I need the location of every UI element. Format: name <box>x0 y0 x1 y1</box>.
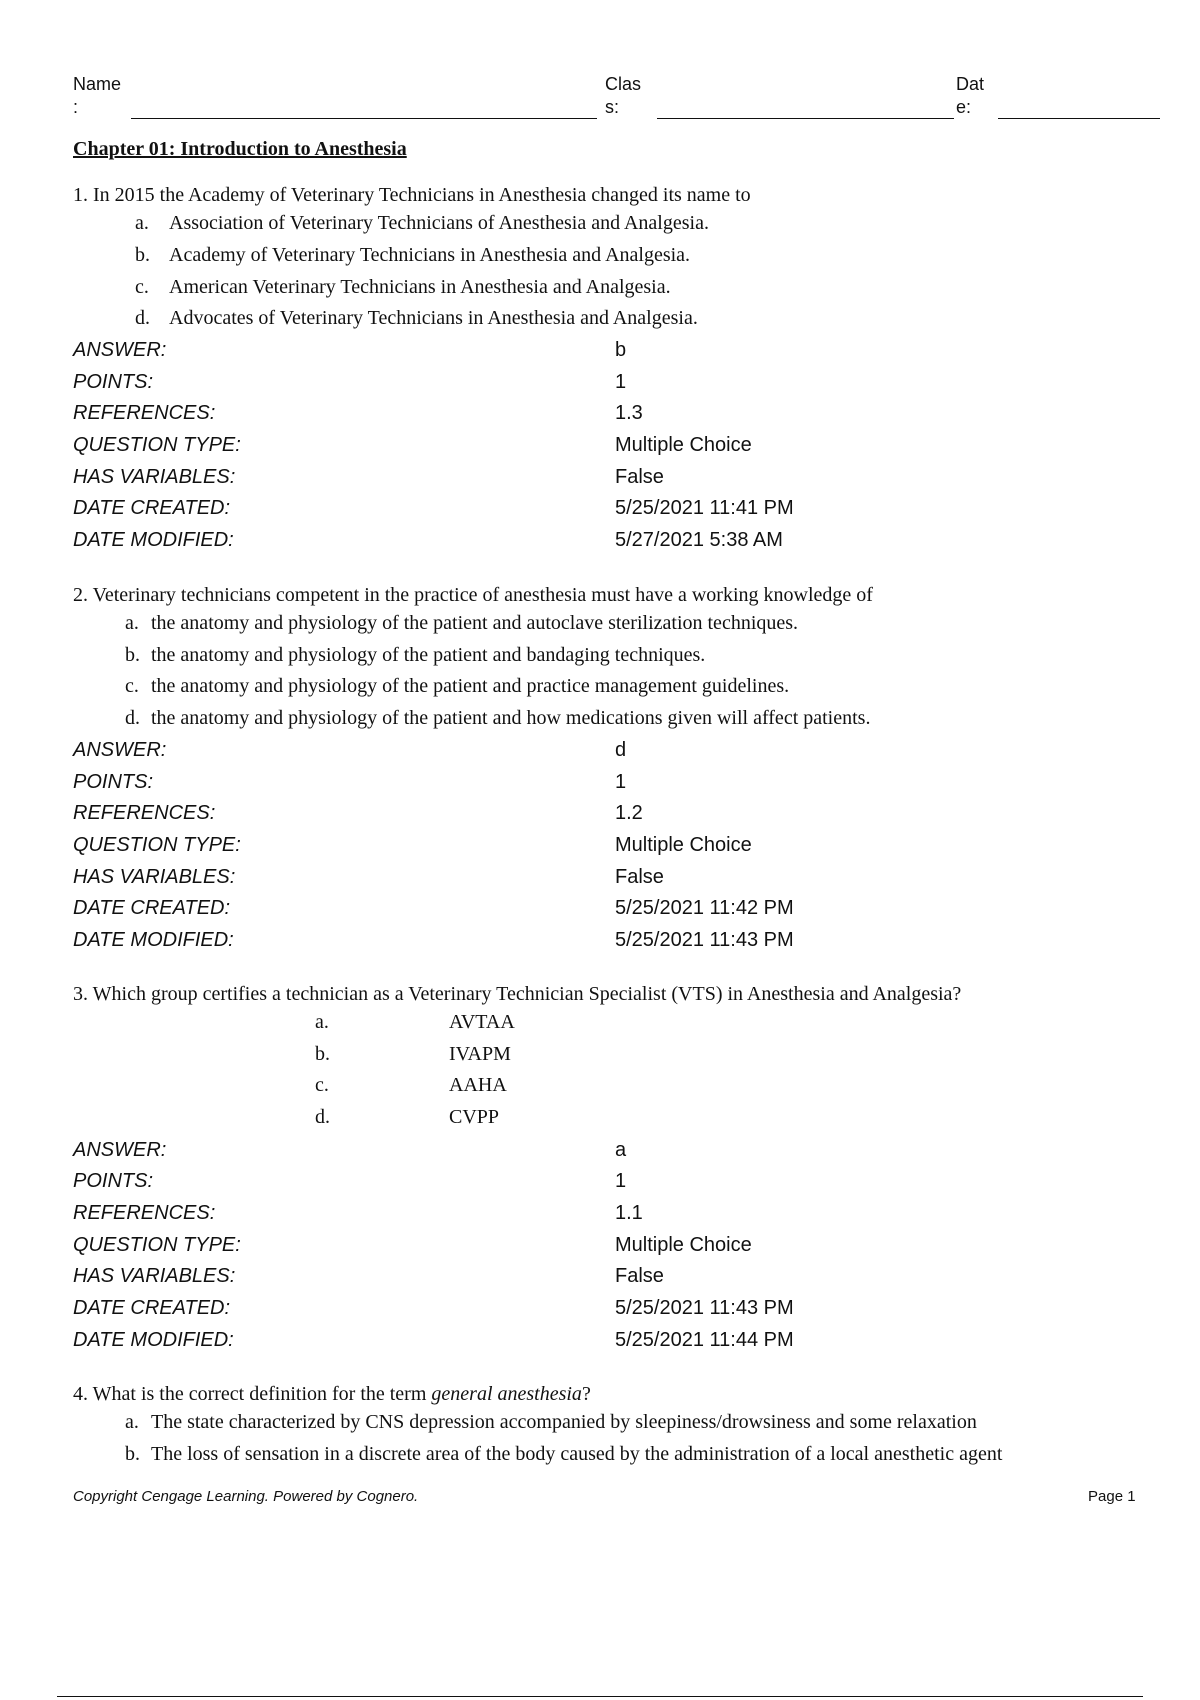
answer-label: ANSWER: <box>73 1139 167 1161</box>
date-modified-value: 5/25/2021 11:43 PM <box>615 929 794 951</box>
option-letter: c. <box>135 276 149 298</box>
option-letter: a. <box>125 612 139 634</box>
answer-value: d <box>615 739 627 761</box>
option-text: American Veterinary Technicians in Anesthesia and Analgesia. <box>169 276 671 298</box>
question-type-value: Multiple Choice <box>615 834 752 856</box>
option-text: the anatomy and physiology of the patient and bandaging techniques. <box>151 644 706 666</box>
question-type-value: Multiple Choice <box>615 434 752 456</box>
references-value: 1.3 <box>615 402 643 424</box>
page-bottom-rule <box>57 1696 1143 1697</box>
has-variables-value: False <box>615 1265 664 1287</box>
option-letter: a. <box>125 1411 139 1433</box>
question-2-option-c <box>125 675 789 698</box>
copyright-notice: Copyright Cengage Learning. Powered by Cognero. <box>73 1488 419 1505</box>
class-label-bottom: s: <box>605 97 620 117</box>
option-text: AAHA <box>449 1074 507 1096</box>
points-label: POINTS: <box>73 1170 154 1192</box>
answer-value: b <box>615 339 627 361</box>
question-type-label: QUESTION TYPE: <box>73 1234 241 1256</box>
date-field-line[interactable] <box>998 118 1160 119</box>
points-value: 1 <box>615 771 627 793</box>
chapter-title: Chapter 01: Introduction to Anesthesia <box>73 138 407 160</box>
question-type-value: Multiple Choice <box>615 1234 752 1256</box>
question-1-option-b <box>135 244 690 267</box>
question-type-label: QUESTION TYPE: <box>73 434 241 456</box>
option-letter: b. <box>125 1443 140 1465</box>
option-text: the anatomy and physiology of the patient and how medications given will affect patients. <box>151 707 871 729</box>
name-label <box>73 73 121 119</box>
references-value: 1.2 <box>615 802 643 824</box>
date-label-top: Dat <box>956 74 985 94</box>
class-label-top: Clas <box>605 74 642 94</box>
answer-label: ANSWER: <box>73 339 167 361</box>
name-label-bottom: : <box>73 97 79 117</box>
option-letter: b. <box>135 244 150 266</box>
question-4-option-a <box>125 1411 977 1434</box>
references-label: REFERENCES: <box>73 1202 216 1224</box>
option-text: The state characterized by CNS depression accompanied by sleepiness/drowsiness and some relaxation <box>151 1411 977 1433</box>
date-label <box>956 73 984 119</box>
question-4-term: general anesthesia <box>431 1383 582 1405</box>
question-4-text-suffix: ? <box>581 1383 591 1405</box>
date-created-label: DATE CREATED: <box>73 497 231 519</box>
has-variables-value: False <box>615 866 664 888</box>
option-text: Association of Veterinary Technicians of Anesthesia and Analgesia. <box>169 212 709 234</box>
option-letter: a. <box>135 212 149 234</box>
name-label-top: Name <box>73 74 122 94</box>
references-label: REFERENCES: <box>73 402 216 424</box>
question-4-text <box>73 1383 591 1406</box>
date-created-label: DATE CREATED: <box>73 1297 231 1319</box>
question-3-option-d <box>315 1106 499 1129</box>
page-number: Page 1 <box>1088 1488 1136 1505</box>
has-variables-label: HAS VARIABLES: <box>73 866 236 888</box>
references-label: REFERENCES: <box>73 802 216 824</box>
date-created-value: 5/25/2021 11:43 PM <box>615 1297 794 1319</box>
option-letter: b. <box>125 644 140 666</box>
question-3-text: 3. Which group certifies a technician as a Veterinary Technician Specialist (VTS) in Anesthesia and Analgesia? <box>73 983 962 1005</box>
class-label <box>605 73 641 119</box>
question-4-option-b <box>125 1443 1002 1466</box>
date-created-value: 5/25/2021 11:42 PM <box>615 897 794 919</box>
points-value: 1 <box>615 371 627 393</box>
question-1-option-d <box>135 307 698 330</box>
question-2-option-d <box>125 707 870 730</box>
question-4-text-prefix: 4. What is the correct definition for the term <box>73 1383 432 1405</box>
points-label: POINTS: <box>73 371 154 393</box>
option-letter: d. <box>125 707 140 729</box>
option-letter: d. <box>135 307 150 329</box>
option-text: the anatomy and physiology of the patient and practice management guidelines. <box>151 675 790 697</box>
option-text: the anatomy and physiology of the patient and autoclave sterilization techniques. <box>151 612 799 634</box>
option-text: CVPP <box>449 1106 500 1128</box>
option-text: Advocates of Veterinary Technicians in Anesthesia and Analgesia. <box>169 307 698 329</box>
has-variables-label: HAS VARIABLES: <box>73 1265 236 1287</box>
option-letter: c. <box>315 1074 329 1096</box>
answer-value: a <box>615 1139 627 1161</box>
name-field-line[interactable] <box>131 118 597 119</box>
option-letter: b. <box>315 1043 330 1065</box>
option-letter: a. <box>315 1011 329 1033</box>
question-3-option-c <box>315 1074 507 1097</box>
option-letter: d. <box>315 1106 330 1128</box>
question-3-option-a <box>315 1011 515 1034</box>
answer-label: ANSWER: <box>73 739 167 761</box>
class-field-line[interactable] <box>657 118 954 119</box>
date-modified-label: DATE MODIFIED: <box>73 929 234 951</box>
option-text: IVAPM <box>449 1043 511 1065</box>
question-3-option-b <box>315 1043 511 1066</box>
question-1-option-c <box>135 276 671 299</box>
option-text: The loss of sensation in a discrete area of the body caused by the administration of a local anesthetic agent <box>151 1443 1003 1465</box>
question-1-text: 1. In 2015 the Academy of Veterinary Technicians in Anesthesia changed its name to <box>73 184 751 206</box>
references-value: 1.1 <box>615 1202 643 1224</box>
has-variables-value: False <box>615 466 664 488</box>
date-label-bottom: e: <box>956 97 972 117</box>
question-1-option-a <box>135 212 709 235</box>
date-modified-label: DATE MODIFIED: <box>73 1329 234 1351</box>
question-type-label: QUESTION TYPE: <box>73 834 241 856</box>
date-modified-value: 5/25/2021 11:44 PM <box>615 1329 794 1351</box>
option-letter: c. <box>125 675 139 697</box>
option-text: Academy of Veterinary Technicians in Anesthesia and Analgesia. <box>169 244 691 266</box>
question-2-option-b <box>125 644 705 667</box>
date-modified-value: 5/27/2021 5:38 AM <box>615 529 783 551</box>
points-label: POINTS: <box>73 771 154 793</box>
question-2-text: 2. Veterinary technicians competent in the practice of anesthesia must have a working knowledge of <box>73 584 873 606</box>
points-value: 1 <box>615 1170 627 1192</box>
option-text: AVTAA <box>449 1011 515 1033</box>
date-created-label: DATE CREATED: <box>73 897 231 919</box>
has-variables-label: HAS VARIABLES: <box>73 466 236 488</box>
date-created-value: 5/25/2021 11:41 PM <box>615 497 794 519</box>
question-2-option-a <box>125 612 798 635</box>
date-modified-label: DATE MODIFIED: <box>73 529 234 551</box>
